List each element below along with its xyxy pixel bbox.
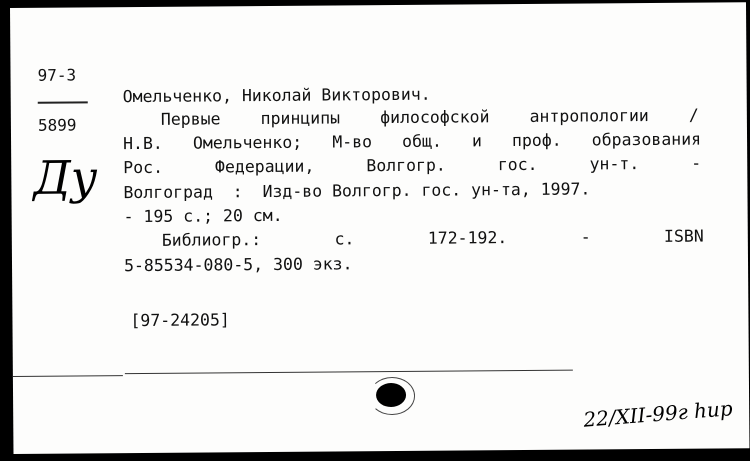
title-line xyxy=(161,106,699,130)
notes-word: - xyxy=(580,227,591,247)
handwritten-margin-mark: Ду xyxy=(33,150,98,205)
responsibility-line-2 xyxy=(123,154,701,179)
responsibility-word: общ. xyxy=(402,131,442,151)
responsibility-word: - xyxy=(691,153,702,173)
accession-number: [97-24205] xyxy=(130,310,230,331)
handwritten-date-note: 22/XII-99г hup xyxy=(582,396,734,432)
imprint-line: Волгоград : Изд-во Волгогр. гос. ун-та, 1997. xyxy=(123,179,591,203)
responsibility-word: Н.В. xyxy=(122,133,163,154)
notes-word: Библиогр.: xyxy=(161,230,262,250)
notes-word: с. xyxy=(334,229,355,249)
catalog-card xyxy=(10,2,749,454)
responsibility-word: Омельченко; xyxy=(192,132,303,153)
title-word: / xyxy=(688,105,699,125)
notes-word: ISBN xyxy=(663,226,704,246)
responsibility-word: образования xyxy=(591,129,702,150)
title-word: антропологии xyxy=(529,105,649,126)
title-word: принципы xyxy=(260,108,341,129)
responsibility-word: гос. xyxy=(497,154,538,175)
shelf-code-divider xyxy=(38,101,88,103)
shelf-code-top: 97-3 xyxy=(37,65,77,85)
author-heading: Омельченко, Николай Викторович. xyxy=(122,84,431,107)
notes-line xyxy=(162,227,704,251)
shelf-code-bottom: 5899 xyxy=(37,115,77,135)
responsibility-line xyxy=(123,130,701,155)
responsibility-word: Федерации, xyxy=(214,156,315,177)
physical-description: - 195 с.; 20 см. xyxy=(123,205,283,227)
isbn-line: 5-85534-080-5, 300 экз. xyxy=(123,254,353,276)
title-word: Первые xyxy=(160,109,221,129)
title-word: философской xyxy=(380,107,490,128)
guide-rule-main xyxy=(125,370,573,375)
responsibility-word: и xyxy=(471,131,482,151)
punch-hole xyxy=(376,383,406,407)
responsibility-word: М-во xyxy=(332,132,373,152)
guide-rule-left xyxy=(13,375,123,377)
responsibility-word: Рос. xyxy=(123,157,164,178)
responsibility-word: проф. xyxy=(511,130,562,151)
responsibility-word: ун-т. xyxy=(589,154,640,174)
responsibility-word: Волгогр. xyxy=(366,155,446,176)
notes-word: 172-192. xyxy=(427,228,508,248)
